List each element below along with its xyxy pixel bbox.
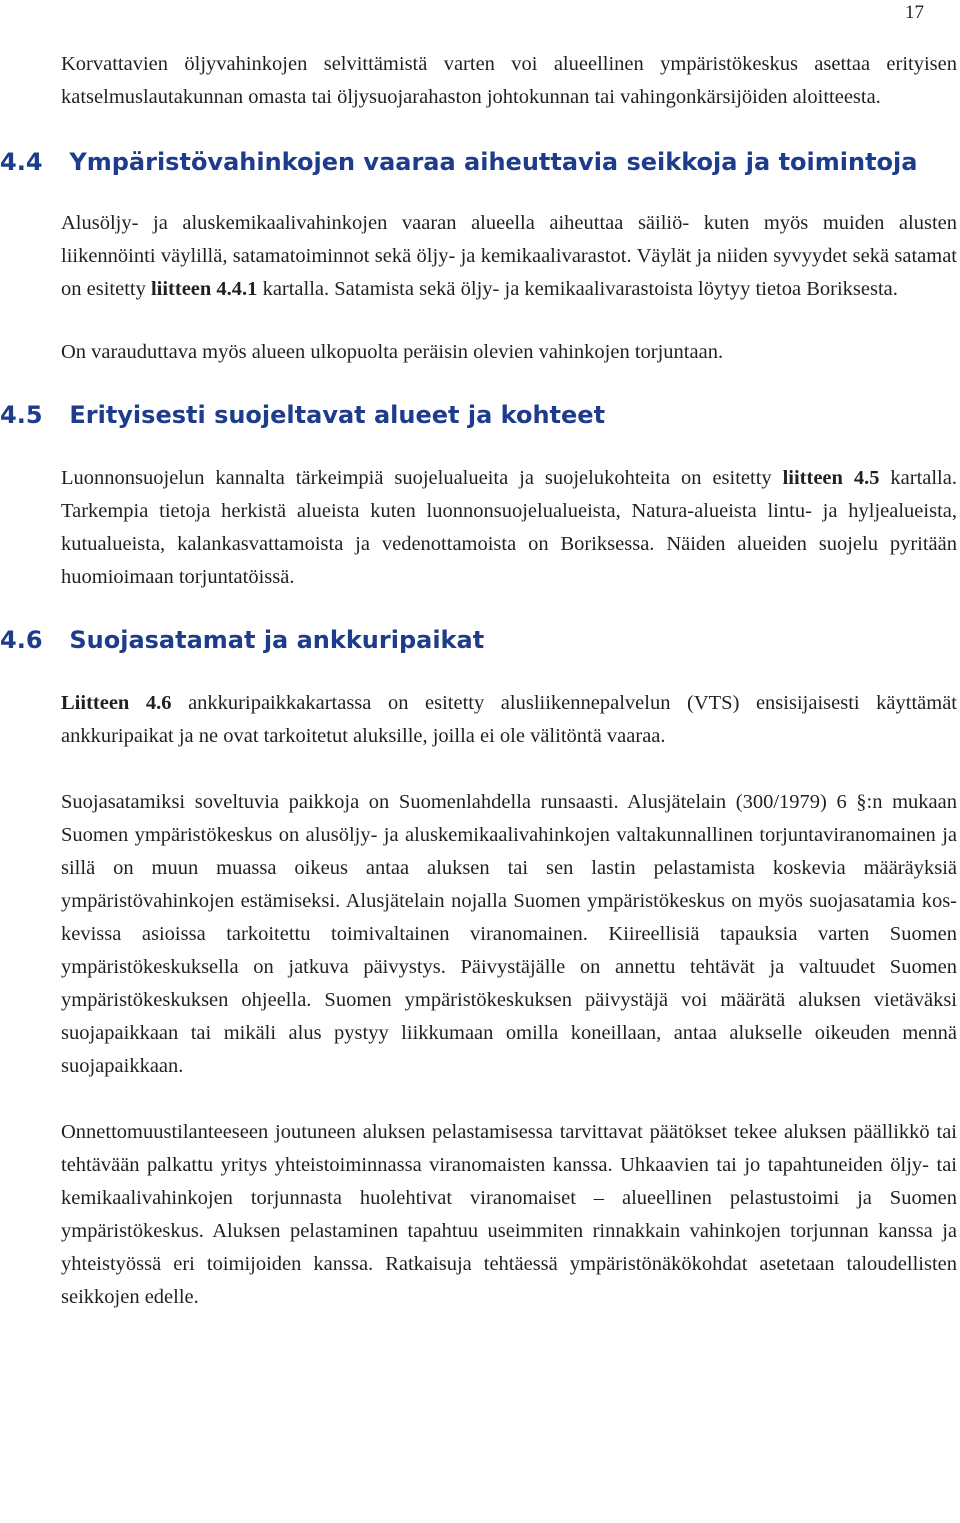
intro-paragraph: Korvattavien öljyvahinkojen selvittämistä varten voi alueellinen ympäristökeskus asettaa erityisen katselmuslautakunnan omasta tai öljysuojarahaston johtokunnan tai vahingonkärsijöiden aloitteesta. <box>61 53 957 108</box>
text-run: kartalla. Tarkempia tietoja herkistä alueista kuten luonnonsuojelualueista, Natura-alueista lintu- ja hyljealueista, kutualueista, kalankasvattamoista ja vedenottamoista on Boriksessa. Näiden alueiden suojelu pyritään huomioimaan torjuntatöissä. <box>61 467 957 588</box>
section-4-6-heading <box>0 624 957 656</box>
section-4-5-paragraph-1 <box>61 462 957 594</box>
text-run: Luonnonsuojelun kannalta tärkeimpiä suojelualueita ja suojelukohteita on esitetty <box>61 467 783 489</box>
section-number: 4.4 <box>0 148 43 176</box>
text-run: ankkuripaikkakartassa on esitetty alusliikennepalvelun (VTS) ensisijaisesti käyttämät ankkuripaikat ja ne ovat tarkoitetut aluksille, joilla ei ole välitöntä vaaraa. <box>61 692 957 747</box>
section-4-4-heading <box>0 146 957 178</box>
section-title: Ympäristövahinkojen vaaraa aiheuttavia seikkoja ja toimintoja <box>69 148 918 176</box>
section-4-6-paragraph-3: Onnettomuustilanteeseen joutuneen aluksen pelastamisessa tarvittavat päätökset tekee aluksen päällikkö tai tehtävään palkattu yritys yhteistoiminnassa viranomaisten kanssa. Uhkaavien tai jo tapahtuneiden öljy- tai kemikaalivahinkojen torjunnasta huolehtivat viranomaiset – alueellinen pelastustoimi ja Suomen ympäristökeskus. Aluksen pelastaminen tapahtuu useimmiten rinnakkain vahinkojen torjunnan kanssa ja yhteistyössä eri toimijoiden kanssa. Ratkaisuja tehtäessä ympäristönäkökohdat asetetaan taloudellisten seikkojen edelle. <box>61 1121 957 1308</box>
section-4-4-paragraph-1 <box>61 207 957 306</box>
appendix-reference: liitteen 4.5 <box>782 467 880 489</box>
section-4-6-paragraph-2: Suojasatamiksi soveltuvia paikkoja on Suomenlahdella runsaasti. Alusjätelain (300/1979) 6 §:n mukaan Suomen ympäristökeskus on alusöljy- ja aluskemikaalivahinkojen valtakunnallinen torjuntaviranomainen ja sillä on muun muassa oikeus antaa aluksen tai sen lastin pelastamista koskevia määräyksiä ympäristövahinkojen estämiseksi. Alusjätelain nojalla Suomen ympäristökeskus on myös suojasatamia koskevissa asioissa tarkoitettu toimivaltainen viranomainen. Kiireellisiä tapauksia varten Suomen ympäristökeskuksella on jatkuva päivystys. Päivystäjälle on annettu tehtävät ja valtuudet Suomen ympäristökeskuksen ohjeella. Suomen ympäristökeskuksen päivystäjä voi määrätä aluksen vietäväksi suojapaikkaan tai mikäli alus pystyy liikkumaan omilla koneillaan, antaa alukselle oikeuden mennä suojapaikkaan. <box>61 791 957 1077</box>
appendix-reference: liitteen 4.4.1 <box>150 278 258 300</box>
text-run: kartalla. Satamista sekä öljy- ja kemikaalivarastoista löytyy tietoa Boriksesta. <box>257 278 898 300</box>
section-4-6-paragraph-1 <box>61 687 957 753</box>
appendix-reference: Liitteen 4.6 <box>61 692 172 714</box>
section-4-5-heading <box>0 399 957 431</box>
section-number: 4.6 <box>0 626 43 654</box>
text-run: Alusöljy- ja aluskemikaalivahinkojen vaaran alueella aiheuttaa säiliö- kuten myös muiden alusten liikennöinti väylillä, satamatoiminnot sekä öljy- ja kemikaalivarastot. Väylät ja niiden syvyydet sekä satamat on esitetty <box>61 212 957 300</box>
section-4-4-paragraph-2: On varauduttava myös alueen ulkopuolta peräisin olevien vahinkojen torjuntaan. <box>61 341 724 363</box>
section-title: Suojasatamat ja ankkuripaikat <box>69 626 485 654</box>
section-number: 4.5 <box>0 401 43 429</box>
page-number: 17 <box>905 2 924 23</box>
document-body <box>0 48 957 1314</box>
section-title: Erityisesti suojeltavat alueet ja kohteet <box>69 401 606 429</box>
